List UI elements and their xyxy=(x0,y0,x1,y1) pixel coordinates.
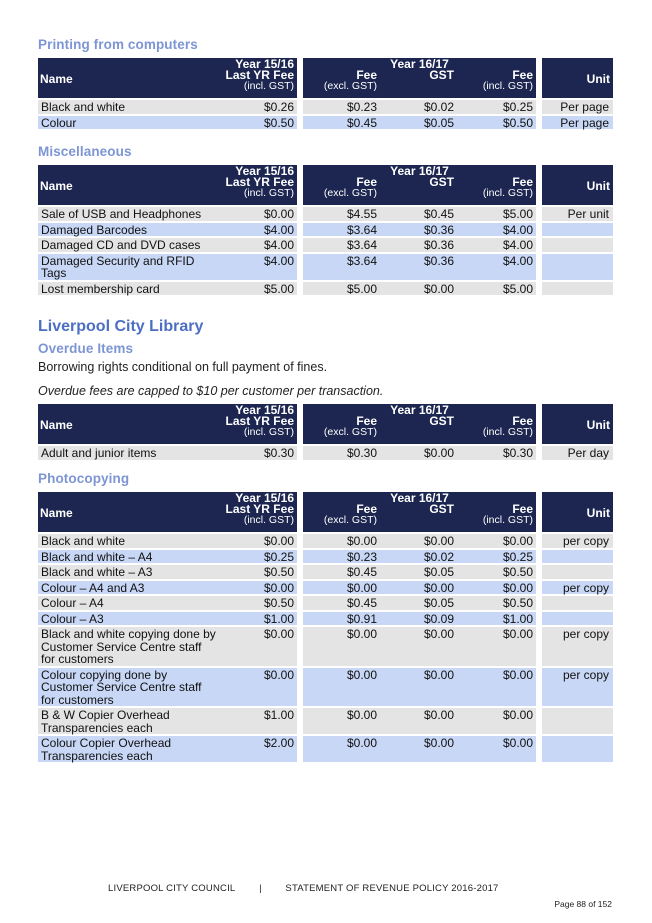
cell-fee-incl-gst: $5.00 xyxy=(457,205,536,221)
cell-name: Damaged CD and DVD cases xyxy=(38,236,221,252)
header-gst: GST xyxy=(429,175,454,189)
header-last-year-block xyxy=(226,405,294,438)
header-last-year xyxy=(221,58,297,98)
header-fee: Fee xyxy=(356,68,377,82)
section-heading: Printing from computers xyxy=(38,37,198,52)
header-last-yr-fee: Last YR Fee xyxy=(225,68,294,82)
header-fee-excl xyxy=(303,492,536,532)
cell-name: Colour – A3 xyxy=(38,610,221,626)
cell-fee-incl-gst: $4.00 xyxy=(457,221,536,237)
cell-fee-excl-gst: $5.00 xyxy=(303,280,380,296)
cell-name: B & W Copier Overhead Transparencies each xyxy=(38,706,221,734)
header-year-cur: Year 16/17 xyxy=(390,491,449,505)
cell-name: Black and white – A3 xyxy=(38,563,221,579)
table-row xyxy=(38,221,613,237)
cell-last-year-fee: $0.00 xyxy=(221,666,297,707)
fee-table xyxy=(38,404,613,460)
header-name-label: Name xyxy=(40,179,73,193)
cell-last-year-fee: $1.00 xyxy=(221,610,297,626)
header-year-cur: Year 16/17 xyxy=(390,164,449,178)
cell-gst: $0.36 xyxy=(380,236,457,252)
table-header-row xyxy=(38,58,613,98)
header-year-ly: Year 15/16 xyxy=(235,491,294,505)
section-heading: Miscellaneous xyxy=(38,144,132,159)
cell-name: Damaged Barcodes xyxy=(38,221,221,237)
table-header-row xyxy=(38,404,613,444)
cell-fee-incl-gst: $0.25 xyxy=(457,548,536,564)
cell-fee-excl-gst: $3.64 xyxy=(303,252,380,280)
header-incl-gst: (incl. GST) xyxy=(243,187,294,199)
cell-fee-incl-gst: $0.50 xyxy=(457,114,536,130)
header-fee-incl-sub: (incl. GST) xyxy=(482,426,533,438)
header-fee-incl: Fee xyxy=(512,414,533,428)
cell-gst: $0.05 xyxy=(380,594,457,610)
cell-fee-excl-gst: $0.00 xyxy=(303,579,380,595)
header-unit-label: Unit xyxy=(586,506,610,520)
cell-name: Black and white copying done by Customer Service Centre staff for customers xyxy=(38,625,221,666)
cell-last-year-fee: $0.26 xyxy=(221,98,297,114)
cell-fee-excl-gst: $0.23 xyxy=(303,548,380,564)
header-year-ly: Year 15/16 xyxy=(235,164,294,178)
table-row xyxy=(38,734,613,762)
header-fee-incl: Fee xyxy=(512,68,533,82)
table-row xyxy=(38,236,613,252)
cell-last-year-fee: $0.50 xyxy=(221,114,297,130)
cell-gst: $0.00 xyxy=(380,579,457,595)
cell-name: Adult and junior items xyxy=(38,444,221,460)
cell-fee-incl-gst: $0.00 xyxy=(457,666,536,707)
fee-table xyxy=(38,58,613,129)
cell-unit xyxy=(542,563,613,579)
cell-fee-excl-gst: $0.23 xyxy=(303,98,380,114)
table-row xyxy=(38,706,613,734)
cell-unit: per copy xyxy=(542,625,613,666)
table-row xyxy=(38,532,613,548)
header-gst: GST xyxy=(429,414,454,428)
cell-name: Damaged Security and RFID Tags xyxy=(38,252,221,280)
table-row xyxy=(38,548,613,564)
cell-last-year-fee: $0.30 xyxy=(221,444,297,460)
cell-gst: $0.05 xyxy=(380,563,457,579)
cell-name: Lost membership card xyxy=(38,280,221,296)
cell-fee-excl-gst: $0.30 xyxy=(303,444,380,460)
cell-fee-excl-gst: $0.00 xyxy=(303,532,380,548)
cell-gst: $0.00 xyxy=(380,444,457,460)
cell-last-year-fee: $0.00 xyxy=(221,205,297,221)
header-name xyxy=(38,58,221,98)
section-heading: Photocopying xyxy=(38,471,130,486)
table-row xyxy=(38,98,613,114)
cell-gst: $0.00 xyxy=(380,734,457,762)
cell-fee-excl-gst: $0.00 xyxy=(303,666,380,707)
cell-last-year-fee: $1.00 xyxy=(221,706,297,734)
header-fee-sub: (excl. GST) xyxy=(323,80,377,92)
cell-gst: $0.02 xyxy=(380,548,457,564)
cell-last-year-fee: $4.00 xyxy=(221,221,297,237)
table-row xyxy=(38,666,613,707)
page-number: Page 88 of 152 xyxy=(554,899,612,909)
header-name-label: Name xyxy=(40,506,73,520)
cell-fee-incl-gst: $4.00 xyxy=(457,252,536,280)
cell-unit: Per page xyxy=(542,114,613,130)
header-fee-incl-sub: (incl. GST) xyxy=(482,514,533,526)
header-fee-incl: Fee xyxy=(512,175,533,189)
table-row xyxy=(38,280,613,296)
header-year-cur: Year 16/17 xyxy=(390,403,449,417)
header-year-cur: Year 16/17 xyxy=(390,57,449,71)
cell-gst: $0.36 xyxy=(380,252,457,280)
cell-name: Black and white xyxy=(38,532,221,548)
cell-last-year-fee: $4.00 xyxy=(221,252,297,280)
cell-name: Sale of USB and Headphones xyxy=(38,205,221,221)
cell-name: Colour – A4 xyxy=(38,594,221,610)
cell-gst: $0.00 xyxy=(380,625,457,666)
table-row xyxy=(38,252,613,280)
table-header-row xyxy=(38,492,613,532)
cell-last-year-fee: $0.00 xyxy=(221,625,297,666)
footer-document: STATEMENT OF REVENUE POLICY 2016-2017 xyxy=(285,883,499,894)
cell-fee-excl-gst: $0.00 xyxy=(303,734,380,762)
header-year-ly: Year 15/16 xyxy=(235,403,294,417)
cell-last-year-fee: $0.25 xyxy=(221,548,297,564)
cell-unit xyxy=(542,252,613,280)
header-name xyxy=(38,492,221,532)
cell-fee-incl-gst: $0.25 xyxy=(457,98,536,114)
cell-unit: Per unit xyxy=(542,205,613,221)
header-last-year xyxy=(221,492,297,532)
table-row xyxy=(38,579,613,595)
header-last-year-block xyxy=(226,166,294,199)
cell-name: Black and white – A4 xyxy=(38,548,221,564)
table-row xyxy=(38,444,613,460)
cell-name: Colour Copier Overhead Transparencies each xyxy=(38,734,221,762)
cell-fee-excl-gst: $3.64 xyxy=(303,221,380,237)
header-name xyxy=(38,165,221,205)
cell-fee-incl-gst: $0.00 xyxy=(457,532,536,548)
cell-unit xyxy=(542,221,613,237)
header-last-year-block xyxy=(226,59,294,92)
cell-unit: Per day xyxy=(542,444,613,460)
cell-fee-incl-gst: $0.00 xyxy=(457,706,536,734)
header-name-label: Name xyxy=(40,418,73,432)
cell-unit xyxy=(542,610,613,626)
cell-fee-incl-gst: $5.00 xyxy=(457,280,536,296)
cell-fee-incl-gst: $0.00 xyxy=(457,579,536,595)
overdue-note: Borrowing rights conditional on full payment of fines. xyxy=(38,360,328,374)
table-row xyxy=(38,205,613,221)
header-fee: Fee xyxy=(356,414,377,428)
header-unit-label: Unit xyxy=(586,418,610,432)
cell-unit xyxy=(542,594,613,610)
cell-gst: $0.00 xyxy=(380,280,457,296)
header-fee-excl xyxy=(303,404,536,444)
cell-last-year-fee: $4.00 xyxy=(221,236,297,252)
cell-gst: $0.09 xyxy=(380,610,457,626)
header-fee-excl xyxy=(303,58,536,98)
header-incl-gst: (incl. GST) xyxy=(243,426,294,438)
cell-fee-excl-gst: $3.64 xyxy=(303,236,380,252)
cell-gst: $0.05 xyxy=(380,114,457,130)
cell-unit xyxy=(542,280,613,296)
cell-fee-excl-gst: $0.45 xyxy=(303,563,380,579)
header-gst: GST xyxy=(429,68,454,82)
header-last-yr-fee: Last YR Fee xyxy=(225,502,294,516)
cell-gst: $0.00 xyxy=(380,532,457,548)
table-row xyxy=(38,114,613,130)
table-row xyxy=(38,610,613,626)
footer-council: LIVERPOOL CITY COUNCIL xyxy=(108,883,236,894)
header-incl-gst: (incl. GST) xyxy=(243,514,294,526)
page-footer xyxy=(108,883,499,894)
header-last-yr-fee: Last YR Fee xyxy=(225,175,294,189)
header-unit xyxy=(542,165,613,205)
cell-unit: per copy xyxy=(542,666,613,707)
cell-last-year-fee: $2.00 xyxy=(221,734,297,762)
header-fee-excl xyxy=(303,165,536,205)
cell-fee-incl-gst: $0.00 xyxy=(457,734,536,762)
cell-gst: $0.00 xyxy=(380,706,457,734)
page-title: Liverpool City Library xyxy=(38,318,204,335)
cell-fee-incl-gst: $1.00 xyxy=(457,610,536,626)
header-unit xyxy=(542,404,613,444)
cell-gst: $0.45 xyxy=(380,205,457,221)
table-row xyxy=(38,594,613,610)
overdue-cap-note: Overdue fees are capped to $10 per customer per transaction. xyxy=(38,384,384,398)
header-fee-incl-sub: (incl. GST) xyxy=(482,80,533,92)
header-name xyxy=(38,404,221,444)
table-row xyxy=(38,563,613,579)
cell-unit xyxy=(542,236,613,252)
fee-table xyxy=(38,165,613,295)
cell-fee-excl-gst: $0.00 xyxy=(303,625,380,666)
cell-fee-excl-gst: $0.00 xyxy=(303,706,380,734)
header-gst: GST xyxy=(429,502,454,516)
cell-last-year-fee: $5.00 xyxy=(221,280,297,296)
section-heading: Overdue Items xyxy=(38,341,134,356)
cell-last-year-fee: $0.00 xyxy=(221,532,297,548)
cell-fee-excl-gst: $0.45 xyxy=(303,594,380,610)
cell-fee-incl-gst: $0.50 xyxy=(457,594,536,610)
header-last-year-block xyxy=(226,493,294,526)
cell-unit: per copy xyxy=(542,579,613,595)
header-unit xyxy=(542,58,613,98)
header-last-yr-fee: Last YR Fee xyxy=(225,414,294,428)
fee-table xyxy=(38,492,613,762)
cell-name: Colour copying done by Customer Service Centre staff for customers xyxy=(38,666,221,707)
header-last-year xyxy=(221,404,297,444)
cell-name: Colour – A4 and A3 xyxy=(38,579,221,595)
table-row xyxy=(38,625,613,666)
cell-unit xyxy=(542,706,613,734)
header-last-year xyxy=(221,165,297,205)
header-incl-gst: (incl. GST) xyxy=(243,80,294,92)
header-fee: Fee xyxy=(356,175,377,189)
cell-fee-incl-gst: $0.00 xyxy=(457,625,536,666)
header-unit-label: Unit xyxy=(586,179,610,193)
header-fee-incl-sub: (incl. GST) xyxy=(482,187,533,199)
header-year-ly: Year 15/16 xyxy=(235,57,294,71)
cell-unit: per copy xyxy=(542,532,613,548)
cell-gst: $0.02 xyxy=(380,98,457,114)
cell-fee-excl-gst: $4.55 xyxy=(303,205,380,221)
header-unit-label: Unit xyxy=(586,72,610,86)
cell-gst: $0.36 xyxy=(380,221,457,237)
cell-last-year-fee: $0.50 xyxy=(221,563,297,579)
header-fee-sub: (excl. GST) xyxy=(323,426,377,438)
cell-name: Colour xyxy=(38,114,221,130)
cell-fee-incl-gst: $4.00 xyxy=(457,236,536,252)
cell-unit xyxy=(542,734,613,762)
cell-last-year-fee: $0.50 xyxy=(221,594,297,610)
footer-separator: | xyxy=(259,883,262,894)
cell-unit: Per page xyxy=(542,98,613,114)
header-fee-sub: (excl. GST) xyxy=(323,187,377,199)
header-unit xyxy=(542,492,613,532)
header-fee-incl: Fee xyxy=(512,502,533,516)
header-fee-sub: (excl. GST) xyxy=(323,514,377,526)
cell-last-year-fee: $0.00 xyxy=(221,579,297,595)
table-header-row xyxy=(38,165,613,205)
header-name-label: Name xyxy=(40,72,73,86)
cell-name: Black and white xyxy=(38,98,221,114)
header-fee: Fee xyxy=(356,502,377,516)
cell-fee-excl-gst: $0.91 xyxy=(303,610,380,626)
cell-fee-excl-gst: $0.45 xyxy=(303,114,380,130)
cell-unit xyxy=(542,548,613,564)
cell-gst: $0.00 xyxy=(380,666,457,707)
cell-fee-incl-gst: $0.50 xyxy=(457,563,536,579)
cell-fee-incl-gst: $0.30 xyxy=(457,444,536,460)
